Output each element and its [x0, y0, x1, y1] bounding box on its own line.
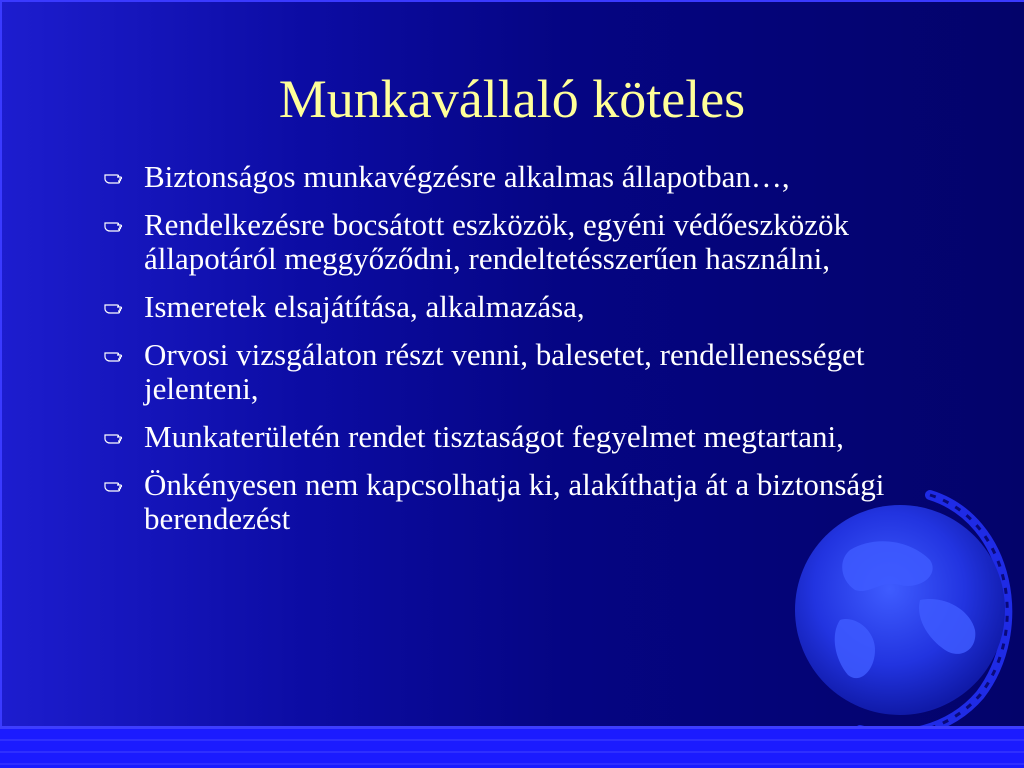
bottom-band: [0, 726, 1024, 768]
pointing-hand-icon: [104, 169, 126, 185]
bullet-item: [104, 468, 924, 536]
bullet-item: [104, 290, 924, 324]
pointing-hand-icon: [104, 217, 126, 233]
band-stripe: [0, 739, 1024, 741]
slide-title: Munkavállaló köteles: [278, 69, 746, 129]
slide-frame-top: [0, 0, 1024, 2]
bullet-text: Önkényesen nem kapcsolhatja ki, alakíthatja át a biztonsági berendezést: [144, 467, 885, 536]
bullet-item: [104, 208, 924, 276]
bullet-text: Ismeretek elsajátítása, alkalmazása,: [144, 289, 585, 324]
pointing-hand-icon: [104, 299, 126, 315]
bullet-list: [104, 160, 924, 550]
band-stripe: [0, 751, 1024, 753]
bullet-text: Rendelkezésre bocsátott eszközök, egyéni védőeszközök állapotáról meggyőződni, rendeltetésszerűen használni,: [144, 207, 849, 276]
band-stripe: [0, 763, 1024, 765]
pointing-hand-icon: [104, 429, 126, 445]
bullet-text: Biztonságos munkavégzésre alkalmas állapotban…,: [144, 159, 790, 194]
bullet-text: Orvosi vizsgálaton részt venni, balesetet, rendellenességet jelenteni,: [144, 337, 865, 406]
pointing-hand-icon: [104, 477, 126, 493]
pointing-hand-icon: [104, 347, 126, 363]
bullet-item: [104, 338, 924, 406]
bullet-item: [104, 160, 924, 194]
bullet-item: [104, 420, 924, 454]
bullet-text: Munkaterületén rendet tisztaságot fegyelmet megtartani,: [144, 419, 844, 454]
